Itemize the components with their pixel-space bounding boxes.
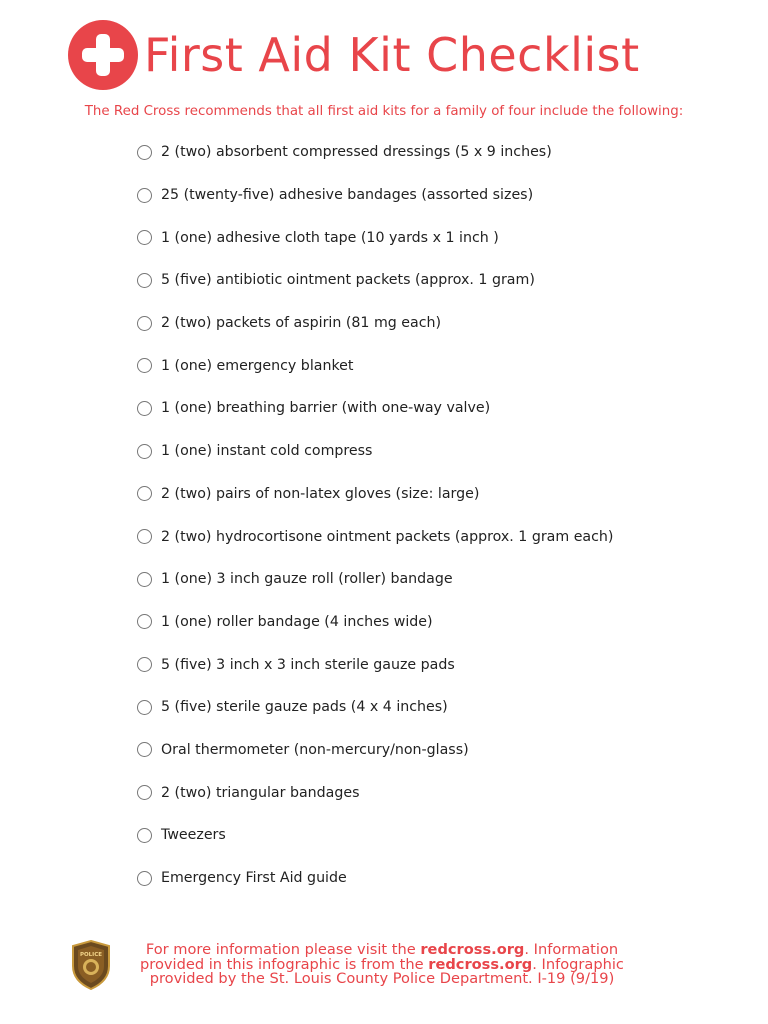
checklist-item[interactable] [137, 302, 613, 345]
footer [70, 940, 710, 990]
checklist-item-label: Emergency First Aid guide [161, 870, 347, 887]
checklist-item[interactable] [137, 814, 613, 857]
checklist-item-label: Tweezers [161, 827, 226, 844]
checklist-item[interactable] [137, 174, 613, 217]
checklist-item[interactable] [137, 344, 613, 387]
checklist-item-label: 2 (two) packets of aspirin (81 mg each) [161, 315, 442, 332]
checklist-item-label: 1 (one) breathing barrier (with one-way valve) [161, 400, 491, 417]
checklist-item-label: Oral thermometer (non-mercury/non-glass) [161, 741, 469, 758]
footer-text-part: For more information please visit the [145, 941, 421, 959]
police-badge-icon [70, 940, 112, 990]
checklist-item[interactable] [137, 771, 613, 814]
checklist-item-label: 1 (one) roller bandage (4 inches wide) [161, 613, 433, 630]
checkbox-circle[interactable] [137, 401, 152, 416]
checklist [137, 131, 613, 899]
plus-vertical-bar [96, 34, 110, 76]
footer-text [122, 943, 642, 987]
checklist-item-label: 2 (two) hydrocortisone ointment packets (approx. 1 gram each) [161, 528, 614, 545]
checklist-item-label: 2 (two) triangular bandages [161, 784, 360, 801]
checkbox-circle[interactable] [137, 316, 152, 331]
checkbox-circle[interactable] [137, 828, 152, 843]
checklist-item[interactable] [137, 259, 613, 302]
checklist-item[interactable] [137, 430, 613, 473]
checklist-item-label: 5 (five) sterile gauze pads (4 x 4 inches) [161, 699, 448, 716]
checkbox-circle[interactable] [137, 700, 152, 715]
checklist-item-label: 5 (five) 3 inch x 3 inch sterile gauze pads [161, 656, 455, 673]
checklist-item-label: 1 (one) emergency blanket [161, 357, 354, 374]
checklist-item-label: 1 (one) instant cold compress [161, 443, 373, 460]
page-subtitle: The Red Cross recommends that all first aid kits for a family of four include the following: [84, 104, 684, 119]
checklist-item-label: 5 (five) antibiotic ointment packets (approx. 1 gram) [161, 272, 535, 289]
checklist-item[interactable] [137, 601, 613, 644]
checklist-item-label: 1 (one) adhesive cloth tape (10 yards x 1 inch ) [161, 229, 499, 246]
checklist-item[interactable] [137, 473, 613, 516]
footer-text-part: . Infographic provided by the St. Louis County Police Department. I-19 (9/19) [149, 955, 624, 988]
redcross-link[interactable]: redcross.org [420, 941, 525, 959]
checklist-item[interactable] [137, 643, 613, 686]
checklist-item[interactable] [137, 729, 613, 772]
checkbox-circle[interactable] [137, 871, 152, 886]
footer-text-part: . Information provided in this infographic is from the [140, 941, 619, 973]
checkbox-circle[interactable] [137, 444, 152, 459]
checklist-item[interactable] [137, 131, 613, 174]
redcross-link[interactable]: redcross.org [428, 955, 533, 973]
checkbox-circle[interactable] [137, 614, 152, 629]
checklist-item[interactable] [137, 515, 613, 558]
checklist-item[interactable] [137, 387, 613, 430]
page-title: First Aid Kit Checklist [144, 28, 640, 82]
checklist-item-label: 2 (two) absorbent compressed dressings (5 x 9 inches) [161, 144, 552, 161]
checklist-item-label: 2 (two) pairs of non-latex gloves (size: large) [161, 485, 480, 502]
checkbox-circle[interactable] [137, 358, 152, 373]
header [68, 20, 640, 90]
checklist-item[interactable] [137, 686, 613, 729]
checklist-item[interactable] [137, 216, 613, 259]
checklist-item-label: 25 (twenty-five) adhesive bandages (assorted sizes) [161, 187, 534, 204]
checklist-item-label: 1 (one) 3 inch gauze roll (roller) bandage [161, 571, 453, 588]
checklist-item[interactable] [137, 558, 613, 601]
red-cross-plus-icon [68, 20, 138, 90]
checkbox-circle[interactable] [137, 486, 152, 501]
checkbox-circle[interactable] [137, 529, 152, 544]
checkbox-circle[interactable] [137, 657, 152, 672]
checkbox-circle[interactable] [137, 785, 152, 800]
checkbox-circle[interactable] [137, 273, 152, 288]
badge-text: POLICE [79, 952, 103, 958]
checkbox-circle[interactable] [137, 188, 152, 203]
checkbox-circle[interactable] [137, 230, 152, 245]
checkbox-circle[interactable] [137, 742, 152, 757]
checkbox-circle[interactable] [137, 145, 152, 160]
checkbox-circle[interactable] [137, 572, 152, 587]
checklist-item[interactable] [137, 857, 613, 900]
